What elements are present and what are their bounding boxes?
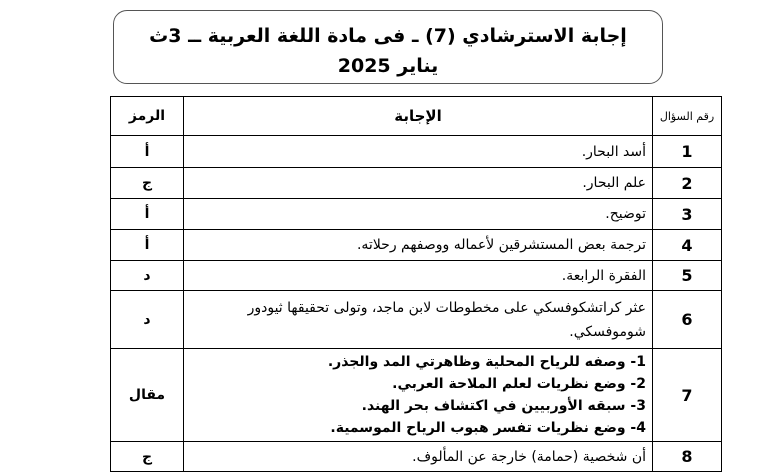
answer-list xyxy=(184,349,653,442)
table-row xyxy=(111,230,722,261)
table-row xyxy=(111,199,722,230)
column-header-answer: الإجابة xyxy=(184,97,653,136)
document-date: يناير 2025 xyxy=(337,55,439,77)
answer-table xyxy=(110,96,722,472)
answer-symbol: أ xyxy=(111,199,184,230)
answer-list-item: 1- وصفه للرياح المحلية وظاهرتي المد والجذر. xyxy=(327,354,646,370)
table-row xyxy=(111,261,722,291)
table-header-row xyxy=(111,97,722,136)
column-header-number: رقم السؤال xyxy=(653,97,722,136)
answer-symbol: ج xyxy=(111,168,184,199)
table-row xyxy=(111,136,722,168)
answer-symbol: مقال xyxy=(111,349,184,442)
answer-symbol: ج xyxy=(111,442,184,472)
question-number: 4 xyxy=(653,230,722,261)
table-row xyxy=(111,442,722,472)
question-number: 7 xyxy=(653,349,722,442)
answer-list-item: 2- وضع نظريات لعلم الملاحة العربي. xyxy=(392,376,646,392)
answer-symbol: د xyxy=(111,261,184,291)
answer-text: علم البحار. xyxy=(184,168,653,199)
question-number: 3 xyxy=(653,199,722,230)
title-box xyxy=(113,10,663,84)
answer-text: الفقرة الرابعة. xyxy=(184,261,653,291)
answer-text: ترجمة بعض المستشرقين لأعماله ووصفهم رحلاته. xyxy=(184,230,653,261)
question-number: 2 xyxy=(653,168,722,199)
answer-symbol: أ xyxy=(111,230,184,261)
question-number: 6 xyxy=(653,291,722,349)
answer-text: عثر كراتشكوفسكي على مخطوطات لابن ماجد، وتولى تحقيقها ثيودور شوموفسكي. xyxy=(184,291,653,349)
table-row xyxy=(111,168,722,199)
answer-list-item: 4- وضع نظريات تفسر هبوب الرياح الموسمية. xyxy=(330,420,646,436)
answer-symbol: د xyxy=(111,291,184,349)
column-header-symbol: الرمز xyxy=(111,97,184,136)
answer-list-item: 3- سبقه الأوربيين في اكتشاف بحر الهند. xyxy=(361,398,646,414)
question-number: 8 xyxy=(653,442,722,472)
question-number: 5 xyxy=(653,261,722,291)
document-title: إجابة الاسترشادي (7) ـ فى مادة اللغة العربية ــ 3ث xyxy=(149,25,627,47)
answer-symbol: أ xyxy=(111,136,184,168)
table-row xyxy=(111,349,722,442)
answer-text: أن شخصية (حمامة) خارجة عن المألوف. xyxy=(184,442,653,472)
answer-text: أسد البحار. xyxy=(184,136,653,168)
question-number: 1 xyxy=(653,136,722,168)
answer-text: توضيح. xyxy=(184,199,653,230)
table-row xyxy=(111,291,722,349)
